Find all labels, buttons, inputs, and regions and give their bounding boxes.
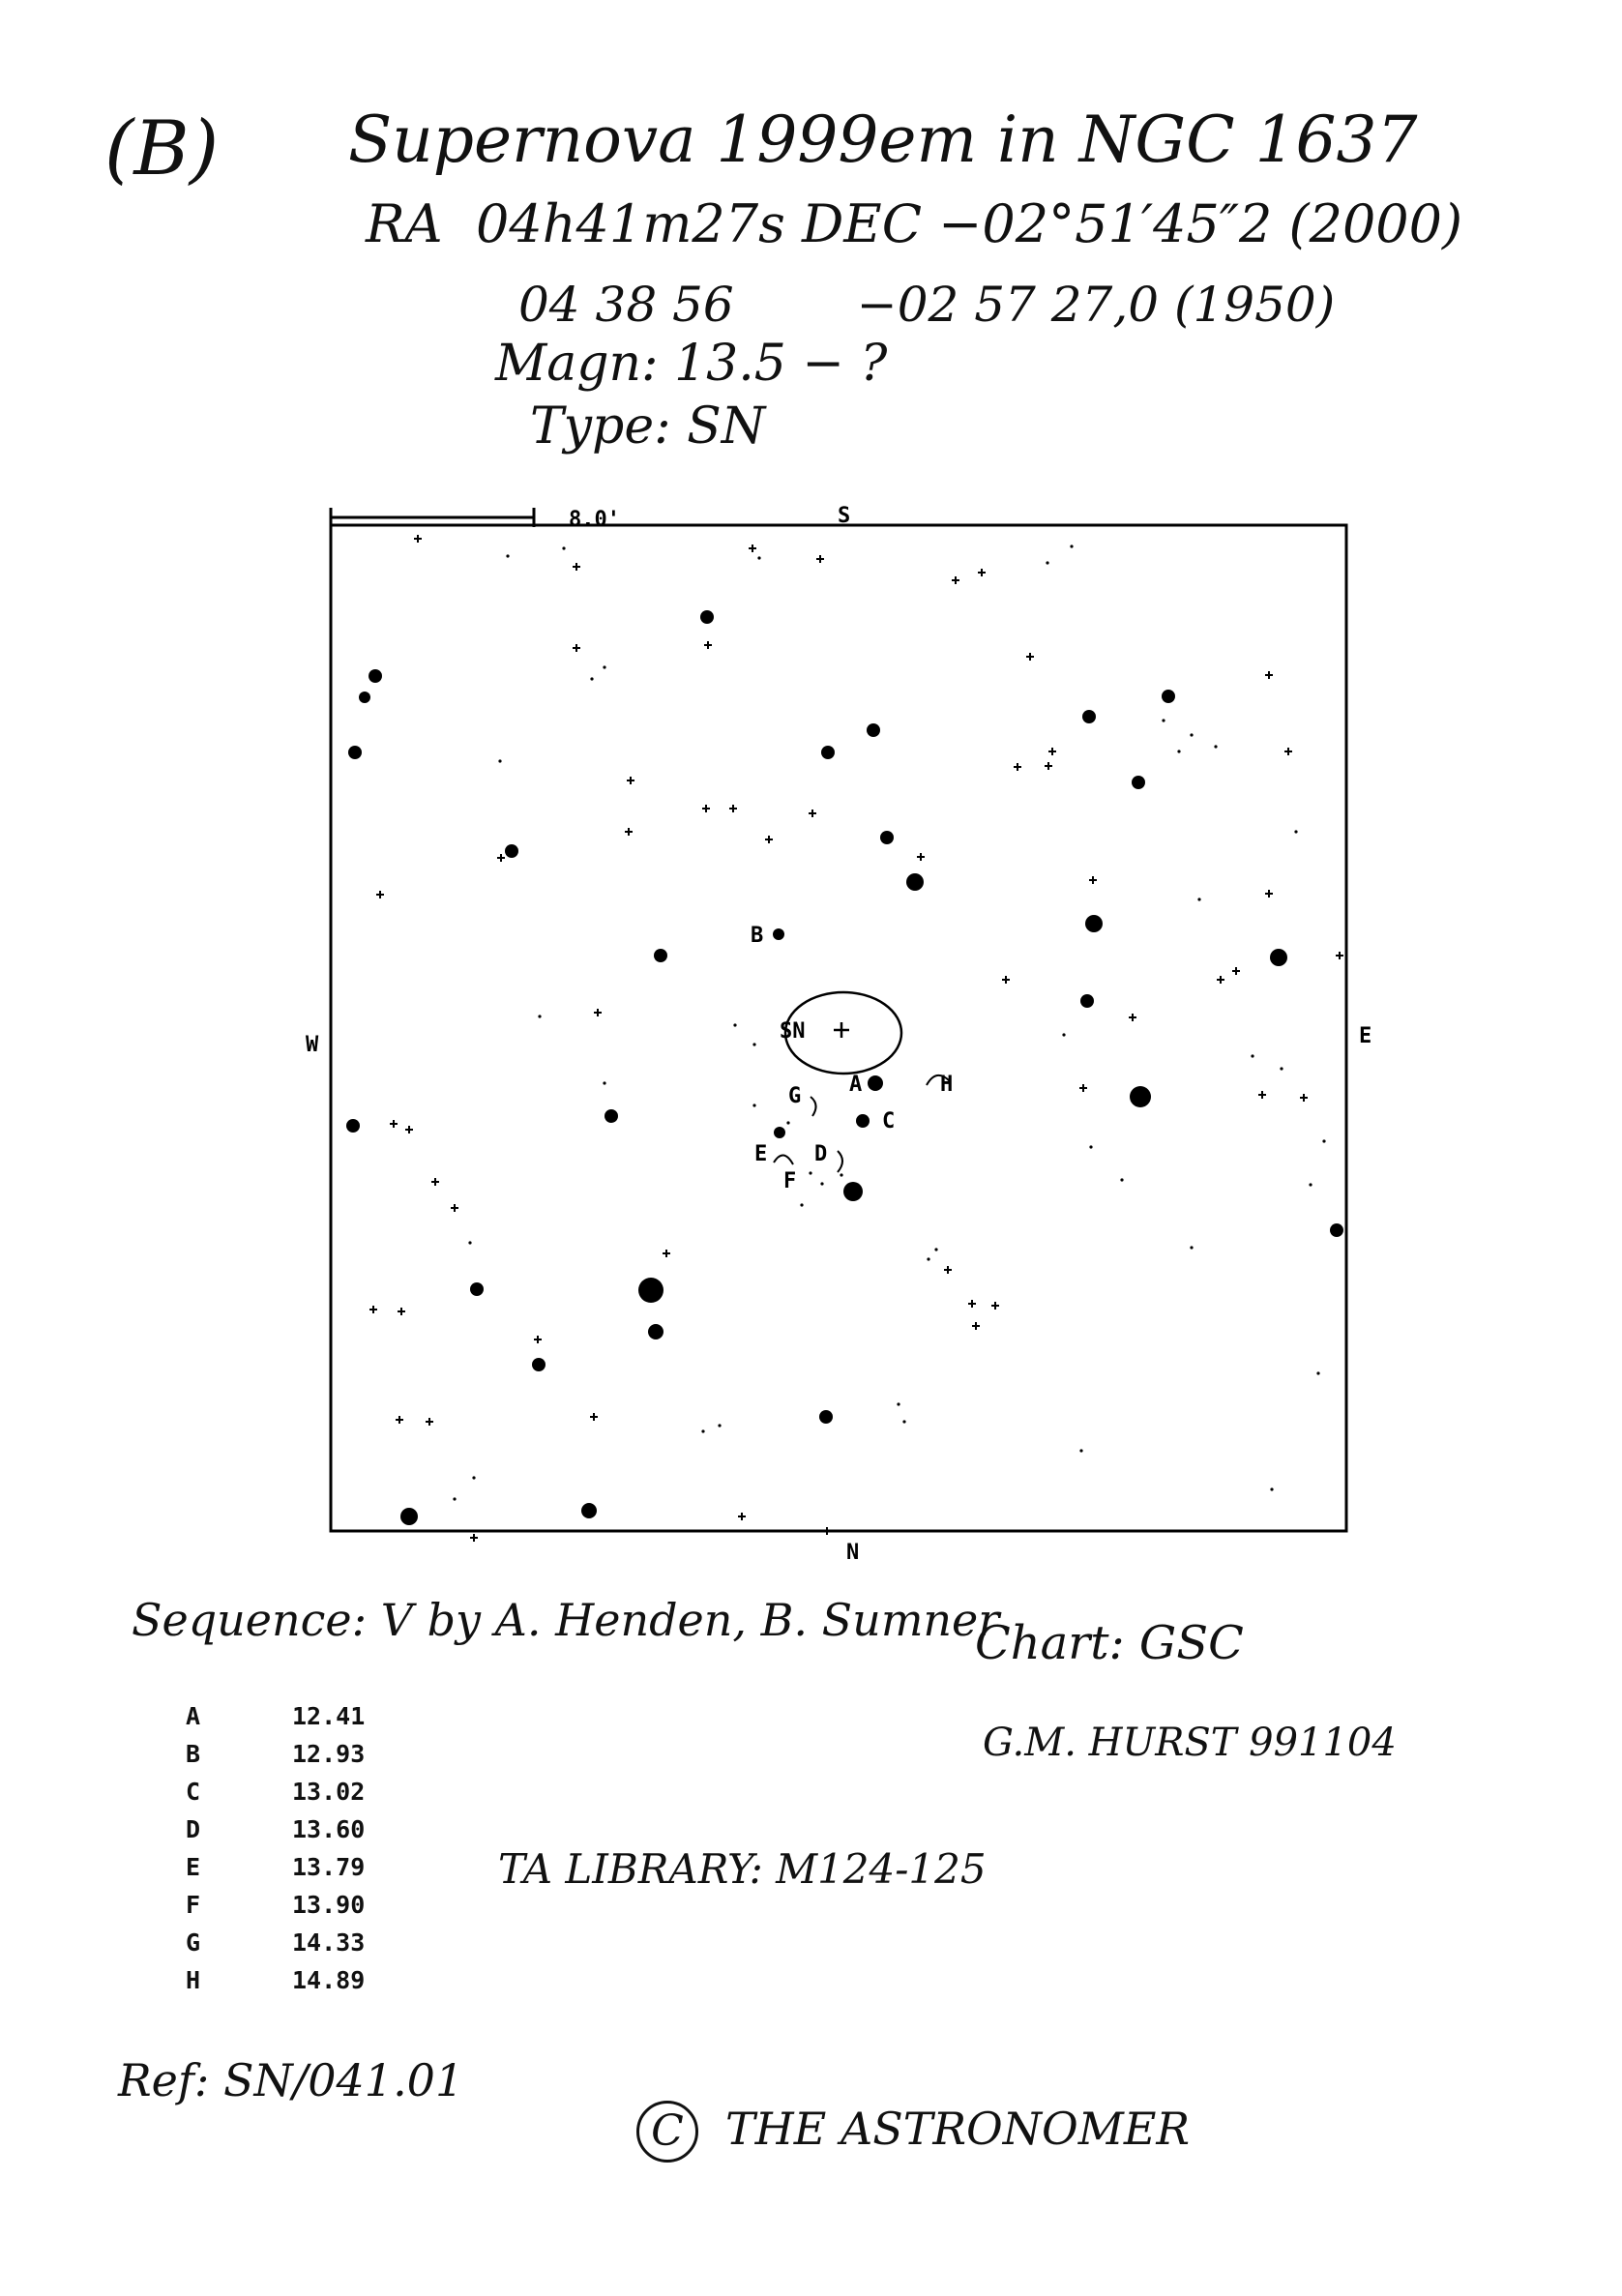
- faint-star-mark: [1129, 1014, 1136, 1021]
- chart-source: Chart: GSC: [975, 1616, 1244, 1670]
- star-mark: [1330, 1223, 1343, 1237]
- faint-star-dot: [468, 1241, 471, 1244]
- faint-star-mark: [1026, 653, 1034, 661]
- star-label-g: G: [788, 1084, 802, 1108]
- star-mark: [843, 1182, 863, 1201]
- star-label-h: H: [940, 1073, 954, 1097]
- star-mark: [369, 669, 382, 683]
- star-label-c: C: [882, 1109, 896, 1133]
- star-mark: [605, 1109, 618, 1123]
- supernova-cross-icon: [834, 1022, 849, 1038]
- compass-east: E: [1359, 1024, 1372, 1048]
- sequence-star-letter: A: [186, 1702, 201, 1730]
- field-frame: [331, 525, 1346, 1531]
- faint-star-mark: [1258, 1091, 1266, 1099]
- faint-star-dot: [1309, 1183, 1312, 1186]
- panel-label: (B): [104, 105, 220, 192]
- faint-star-mark: [823, 1527, 831, 1535]
- sequence-star-magnitude: 13.79: [292, 1853, 366, 1881]
- star-mark: [906, 873, 924, 891]
- faint-star-dot: [506, 554, 509, 557]
- coordinates-1950: 04 38 56 −02 57 27,0 (1950): [518, 277, 1336, 333]
- faint-star-mark: [1014, 763, 1021, 771]
- star-mark: [819, 1410, 833, 1424]
- faint-star-mark: [702, 805, 710, 812]
- faint-star-mark: [816, 555, 824, 563]
- faint-star-mark: [426, 1418, 433, 1426]
- faint-star-mark: [809, 809, 816, 817]
- faint-star-mark: [1089, 876, 1097, 884]
- star-mark: [880, 831, 894, 844]
- coordinates-2000: RA 04h41m27s DEC −02°51′45″2 (2000): [366, 193, 1463, 254]
- faint-star-dot: [1251, 1054, 1253, 1057]
- faint-star-mark: [625, 828, 633, 836]
- scale-label: 8.0': [569, 508, 620, 532]
- star-mark: [1085, 915, 1103, 932]
- faint-star-mark: [627, 777, 634, 784]
- star-mark: [774, 1127, 785, 1138]
- star-label-e: E: [754, 1142, 768, 1166]
- star-mark: [348, 746, 362, 759]
- star-mark: [654, 949, 667, 962]
- faint-star-mark: [414, 535, 422, 543]
- star-mark: [1130, 1086, 1151, 1107]
- star-mark: [773, 928, 784, 940]
- sequence-star-magnitude: 13.60: [292, 1815, 366, 1843]
- faint-star-dot: [1062, 1033, 1065, 1036]
- star-mark: [581, 1503, 597, 1518]
- magnitude-note: Magn: 13.5 − ?: [495, 335, 888, 393]
- faint-star-dot: [897, 1402, 899, 1405]
- faint-star-dot: [1089, 1145, 1092, 1148]
- faint-star-dot: [1197, 898, 1200, 900]
- faint-star-mark: [1336, 952, 1343, 959]
- faint-star-mark: [968, 1300, 976, 1308]
- faint-star-dot: [1070, 545, 1073, 547]
- faint-star-mark: [749, 545, 756, 552]
- faint-star-dot: [472, 1476, 475, 1479]
- star-mark: [856, 1114, 870, 1128]
- faint-star-dot: [590, 677, 593, 680]
- star-mark: [470, 1282, 484, 1296]
- faint-star-mark: [396, 1416, 403, 1424]
- faint-star-mark: [534, 1336, 542, 1343]
- faint-star-dot: [603, 665, 605, 668]
- faint-star-dot: [718, 1424, 721, 1427]
- faint-star-dot: [1190, 733, 1193, 736]
- faint-star-mark: [594, 1009, 602, 1016]
- faint-star-mark: [1217, 976, 1224, 984]
- faint-star-dot: [1322, 1139, 1325, 1142]
- faint-star-mark: [497, 854, 505, 862]
- faint-star-mark: [431, 1178, 439, 1186]
- sequence-star-letter: C: [186, 1778, 201, 1806]
- faint-star-dot: [1294, 830, 1297, 833]
- star-mark: [359, 692, 370, 703]
- star-g-bracket: [811, 1097, 816, 1116]
- star-mark: [1080, 994, 1094, 1008]
- faint-star-mark: [369, 1306, 377, 1313]
- sequence-star-magnitude: 14.89: [292, 1966, 366, 1994]
- page-title: Supernova 1999em in NGC 1637: [348, 103, 1418, 177]
- faint-star-dot: [927, 1257, 929, 1260]
- faint-star-dot: [820, 1182, 823, 1185]
- library-note: TA LIBRARY: M124-125: [498, 1845, 987, 1893]
- sequence-heading: Sequence: V by A. Henden, B. Sumner: [132, 1594, 1000, 1646]
- star-mark: [1082, 710, 1096, 723]
- star-mark: [700, 610, 714, 624]
- faint-star-mark: [917, 853, 925, 861]
- copyright-icon: C: [636, 2101, 698, 2163]
- star-label-a: A: [849, 1073, 863, 1097]
- faint-star-dot: [1162, 719, 1165, 721]
- faint-star-mark: [573, 563, 580, 571]
- faint-star-dot: [840, 1173, 842, 1176]
- star-mark: [821, 746, 835, 759]
- star-mark: [505, 844, 518, 858]
- star-label-d: D: [814, 1142, 828, 1166]
- faint-star-dot: [902, 1420, 905, 1423]
- faint-star-dot: [453, 1497, 456, 1500]
- faint-star-mark: [573, 644, 580, 652]
- author-note: G.M. HURST 991104: [983, 1721, 1397, 1765]
- faint-star-dot: [498, 759, 501, 762]
- faint-star-mark: [451, 1204, 458, 1212]
- faint-star-dot: [1079, 1449, 1082, 1452]
- faint-star-mark: [1002, 976, 1010, 984]
- faint-star-mark: [1284, 748, 1292, 755]
- faint-star-dot: [1316, 1371, 1319, 1374]
- faint-star-dot: [809, 1171, 811, 1174]
- sequence-star-letter: F: [186, 1891, 201, 1919]
- sequence-star-magnitude: 12.41: [292, 1702, 366, 1730]
- type-note: Type: SN: [530, 397, 766, 456]
- faint-star-dot: [800, 1203, 803, 1206]
- star-mark: [1270, 949, 1287, 966]
- sequence-star-letter: E: [186, 1853, 201, 1881]
- star-mark: [648, 1324, 664, 1339]
- sequence-star-letter: B: [186, 1740, 201, 1768]
- faint-star-dot: [1190, 1246, 1193, 1249]
- faint-star-dot: [1270, 1487, 1273, 1490]
- faint-star-mark: [991, 1302, 999, 1310]
- star-mark: [1162, 690, 1175, 703]
- faint-star-mark: [952, 576, 959, 584]
- faint-star-mark: [398, 1308, 405, 1315]
- faint-star-mark: [704, 641, 712, 649]
- sequence-star-magnitude: 14.33: [292, 1928, 366, 1957]
- faint-star-dot: [752, 1043, 755, 1045]
- star-mark: [400, 1508, 418, 1525]
- faint-star-mark: [1265, 671, 1273, 679]
- compass-west: W: [306, 1033, 319, 1057]
- faint-star-mark: [765, 836, 773, 843]
- star-e-bracket: [774, 1155, 793, 1164]
- faint-star-mark: [390, 1120, 398, 1128]
- copyright-note: THE ASTRONOMER: [725, 2103, 1191, 2155]
- faint-star-mark: [376, 891, 384, 898]
- faint-star-mark: [663, 1250, 670, 1257]
- faint-star-mark: [1232, 967, 1240, 975]
- star-field: [346, 535, 1343, 1542]
- star-mark: [532, 1358, 546, 1371]
- compass-north: N: [846, 1541, 860, 1565]
- sequence-star-magnitude: 13.90: [292, 1891, 366, 1919]
- faint-star-dot: [562, 546, 565, 549]
- star-mark: [638, 1278, 664, 1303]
- star-mark: [1132, 776, 1145, 789]
- sequence-star-letter: D: [186, 1815, 201, 1843]
- faint-star-mark: [1265, 890, 1273, 898]
- faint-star-mark: [470, 1534, 478, 1542]
- sequence-star-letter: H: [186, 1966, 201, 1994]
- star-mark: [868, 1075, 883, 1091]
- faint-star-mark: [405, 1126, 413, 1133]
- faint-star-dot: [701, 1429, 704, 1432]
- faint-star-dot: [934, 1248, 937, 1251]
- faint-star-mark: [1079, 1084, 1087, 1092]
- faint-star-dot: [603, 1081, 605, 1084]
- faint-star-dot: [733, 1023, 736, 1026]
- faint-star-mark: [972, 1322, 980, 1330]
- sequence-star-magnitude: 12.93: [292, 1740, 366, 1768]
- faint-star-mark: [729, 805, 737, 812]
- faint-star-mark: [1045, 762, 1052, 770]
- faint-star-dot: [1280, 1067, 1283, 1070]
- sequence-star-letter: G: [186, 1928, 201, 1957]
- sequence-star-magnitude: 13.02: [292, 1778, 366, 1806]
- faint-star-mark: [944, 1266, 952, 1274]
- faint-star-mark: [1048, 748, 1056, 755]
- supernova-label: SN: [780, 1019, 806, 1044]
- star-mark: [867, 723, 880, 737]
- reference-note: Ref: SN/041.01: [118, 2054, 464, 2106]
- star-mark: [346, 1119, 360, 1133]
- faint-star-dot: [752, 1104, 755, 1106]
- faint-star-dot: [1120, 1178, 1123, 1181]
- compass-south: S: [838, 504, 851, 528]
- star-d-bracket: [838, 1151, 842, 1172]
- faint-star-dot: [1177, 750, 1180, 752]
- faint-star-mark: [978, 569, 986, 576]
- faint-star-dot: [1214, 745, 1217, 748]
- faint-star-mark: [1300, 1094, 1308, 1102]
- faint-star-dot: [757, 556, 760, 559]
- star-label-b: B: [751, 924, 764, 948]
- faint-star-mark: [738, 1513, 746, 1520]
- faint-star-dot: [538, 1015, 541, 1017]
- star-label-f: F: [783, 1169, 797, 1193]
- faint-star-dot: [1046, 561, 1048, 564]
- faint-star-mark: [590, 1413, 598, 1421]
- faint-star-dot: [786, 1121, 789, 1124]
